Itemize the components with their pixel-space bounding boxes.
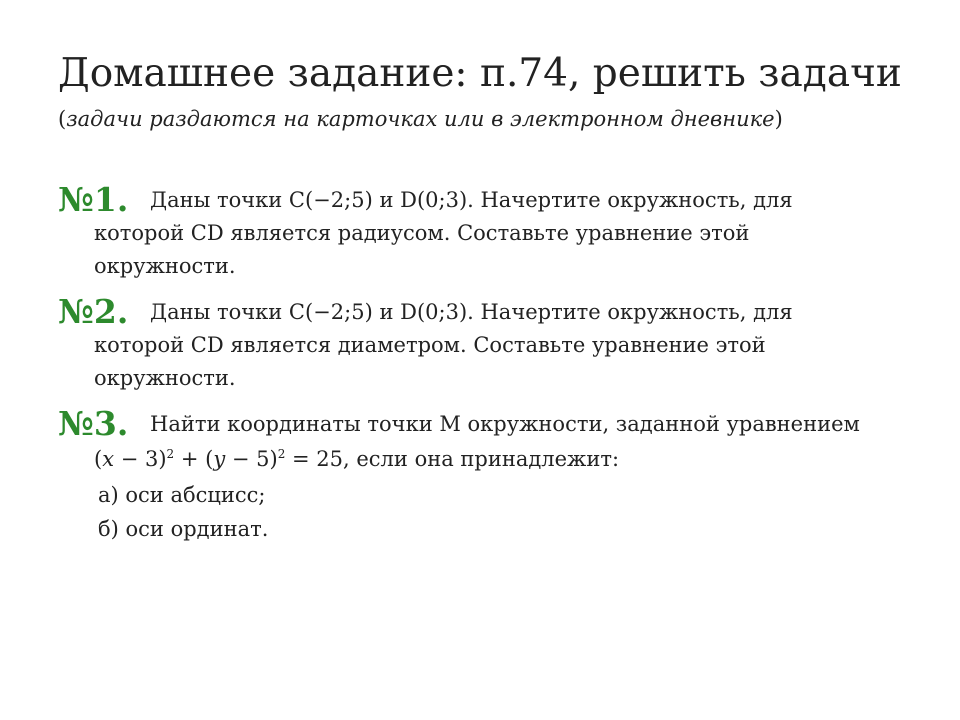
task-text-line: Даны точки С(−2;5) и D(0;3). Начертите окружность, для [150, 300, 793, 324]
task-text-line: которой CD является диаметром. Составьте уравнение этой [94, 333, 766, 357]
equation-part: + ( [174, 447, 214, 471]
task-text-line: окружности. [94, 366, 236, 390]
equation-variable-y: y [213, 447, 226, 471]
task-text-line: которой CD является радиусом. Составьте уравнение этой [94, 221, 750, 245]
equation-variable-x: x [102, 447, 115, 471]
slide-title: Домашнее задание: п.74, решить задачи [58, 51, 902, 96]
subtitle-close-paren: ) [774, 107, 783, 131]
slide-subtitle [58, 104, 783, 134]
task-number: №3. [58, 404, 129, 443]
equation-part: − 3) [114, 447, 167, 471]
task-sub-item: а) оси абсцисс; [98, 483, 266, 507]
subtitle-open-paren: ( [58, 107, 67, 131]
task-number: №2. [58, 292, 129, 331]
equation-part: = 25, если она принадлежит: [285, 447, 620, 471]
equation-exponent: 2 [277, 447, 286, 461]
subtitle-text: задачи раздаются на карточках или в электронном дневнике [66, 107, 775, 131]
task-text-line: Даны точки С(−2;5) и D(0;3). Начертите окружность, для [150, 188, 793, 212]
task-text-line: Найти координаты точки М окружности, заданной уравнением [150, 412, 860, 436]
equation-exponent: 2 [166, 447, 175, 461]
task-text-line: окружности. [94, 254, 236, 278]
task-equation [94, 443, 619, 476]
equation-part: − 5) [225, 447, 278, 471]
task-number: №1. [58, 180, 129, 219]
task-sub-item: б) оси ординат. [98, 517, 269, 541]
equation-part: ( [94, 447, 103, 471]
